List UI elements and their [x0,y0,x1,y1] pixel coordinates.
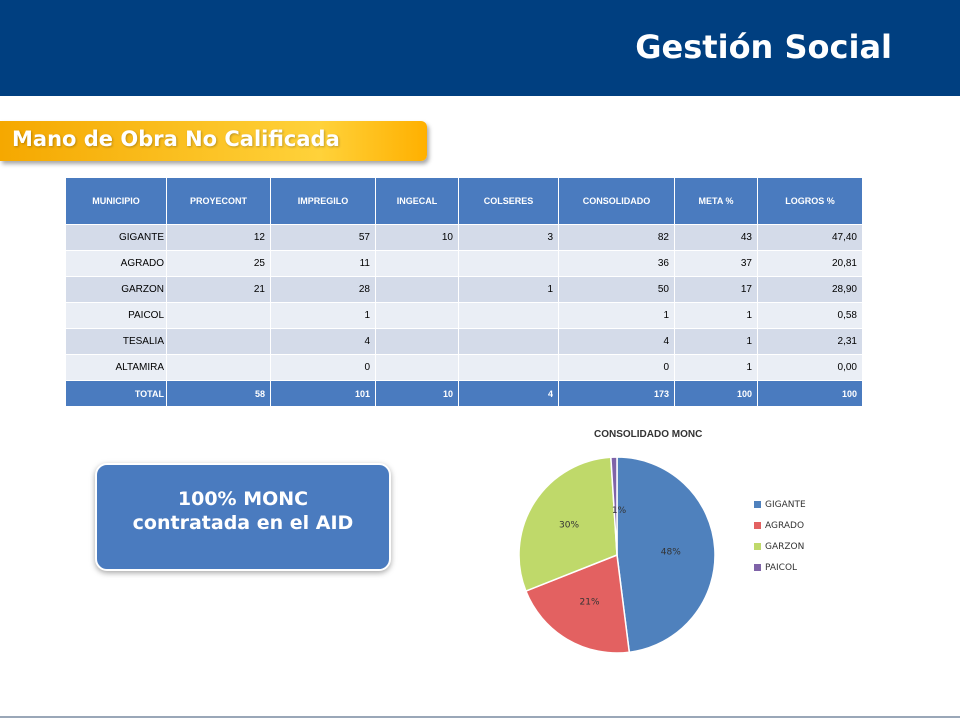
table-cell: 47,40 [758,225,863,251]
total-cell: 4 [459,381,559,407]
monc-table [65,177,863,407]
table-cell: 82 [559,225,675,251]
table-cell: 36 [559,251,675,277]
table-cell: 1 [559,303,675,329]
callout-box [95,463,391,571]
legend-label: AGRADO [765,520,805,531]
table-cell: 1 [271,303,376,329]
table-cell: 57 [271,225,376,251]
table-header-row [66,178,863,225]
table-cell: 25 [167,251,271,277]
table-cell: 0 [271,355,376,381]
total-cell: 100 [675,381,758,407]
table-cell: TESALIA [66,329,167,355]
header-cell: IMPREGILO [271,178,376,225]
table-row [66,225,863,251]
table-cell: 1 [675,355,758,381]
table-cell: 12 [167,225,271,251]
table-cell: GIGANTE [66,225,167,251]
chart-legend [754,494,806,578]
header-cell: CONSOLIDADO [559,178,675,225]
table-cell: GARZON [66,277,167,303]
pie-label: 21% [579,597,600,608]
table-row [66,355,863,381]
table-cell: PAICOL [66,303,167,329]
callout-line-1: 100% MONC [177,488,309,510]
legend-item [754,536,806,557]
table-cell: AGRADO [66,251,167,277]
total-cell: 101 [271,381,376,407]
table-cell [376,329,459,355]
table-cell [459,251,559,277]
legend-item [754,494,806,515]
table-cell [376,277,459,303]
header-cell: PROYECONT [167,178,271,225]
table-cell: 10 [376,225,459,251]
table-cell: 3 [459,225,559,251]
table-cell: ALTAMIRA [66,355,167,381]
table-cell: 28 [271,277,376,303]
table-cell: 28,90 [758,277,863,303]
table-cell: 4 [271,329,376,355]
table-cell: 0 [559,355,675,381]
header-cell: COLSERES [459,178,559,225]
table-cell: 2,31 [758,329,863,355]
total-cell: TOTAL [66,381,167,407]
table-row [66,277,863,303]
table-cell: 0,58 [758,303,863,329]
total-cell: 100 [758,381,863,407]
table-cell [167,303,271,329]
table-cell: 0,00 [758,355,863,381]
table-cell: 20,81 [758,251,863,277]
total-cell: 58 [167,381,271,407]
header-cell: INGECAL [376,178,459,225]
table-cell: 1 [675,303,758,329]
table-cell: 43 [675,225,758,251]
chart-title: CONSOLIDADO MONC [594,429,703,440]
table-cell: 1 [459,277,559,303]
header-cell: META % [675,178,758,225]
table-cell: 17 [675,277,758,303]
legend-swatch [754,564,761,571]
legend-swatch [754,543,761,550]
table-row [66,329,863,355]
callout-line-2: contratada en el AID [132,512,354,534]
footer-divider [0,716,960,718]
pie-chart [500,448,740,673]
legend-label: GARZON [765,541,805,552]
table-cell [167,329,271,355]
pie-label: 1% [611,506,627,516]
legend-swatch [754,522,761,529]
section-label-text: Mano de Obra No Calificada [12,127,340,151]
header-bar [0,0,960,96]
legend-label: PAICOL [765,562,798,573]
table-cell [376,251,459,277]
table-cell: 50 [559,277,675,303]
total-cell: 10 [376,381,459,407]
table-cell [376,303,459,329]
table-row [66,303,863,329]
table-cell [376,355,459,381]
table-cell [459,355,559,381]
page-title: Gestión Social [635,28,892,66]
table-cell [459,329,559,355]
legend-swatch [754,501,761,508]
table-total-row [66,381,863,407]
legend-item [754,557,806,578]
section-label [0,121,427,161]
legend-label: GIGANTE [765,499,806,510]
table-row [66,251,863,277]
table-cell: 37 [675,251,758,277]
table-cell [459,303,559,329]
table-cell: 4 [559,329,675,355]
table-cell: 21 [167,277,271,303]
table-cell: 11 [271,251,376,277]
header-cell: MUNICIPIO [66,178,167,225]
legend-item [754,515,806,536]
header-cell: LOGROS % [758,178,863,225]
pie-label: 48% [660,547,681,558]
pie-label: 30% [559,520,580,531]
table-cell [167,355,271,381]
total-cell: 173 [559,381,675,407]
table-cell: 1 [675,329,758,355]
